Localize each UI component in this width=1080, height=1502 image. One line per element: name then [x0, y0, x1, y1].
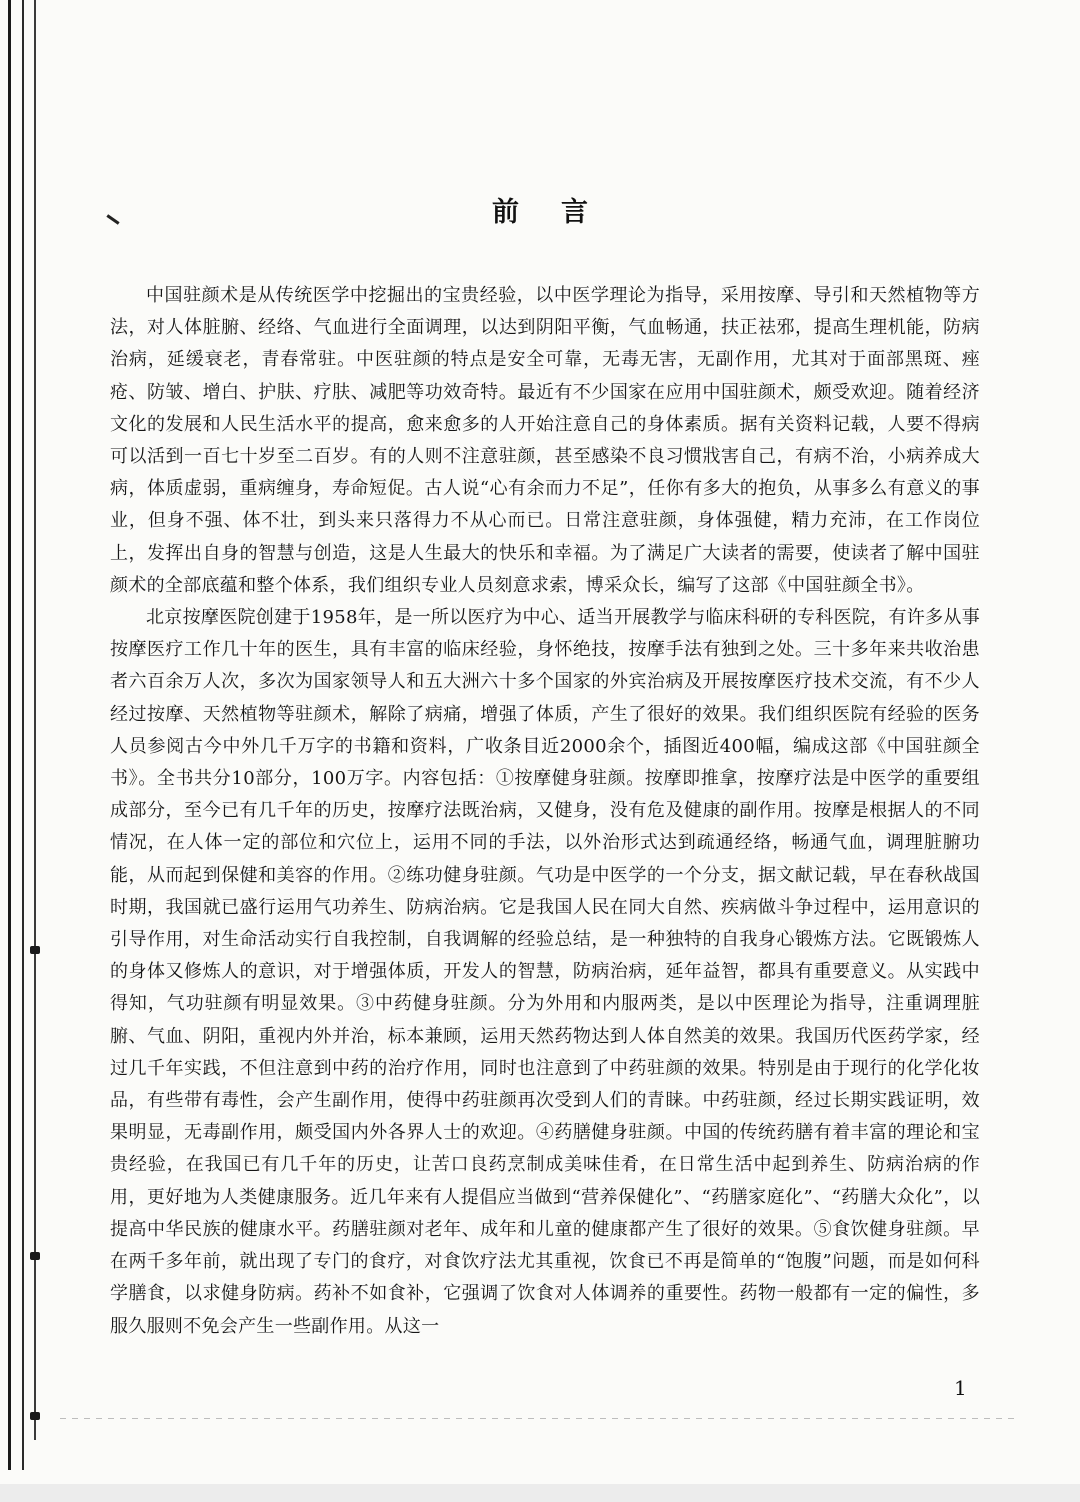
- binding-mark: [30, 946, 40, 954]
- binding-mark: [30, 1412, 40, 1420]
- paragraph-2: 北京按摩医院创建于1958年，是一所以医疗为中心、适当开展教学与临床科研的专科医院，有许多从事按摩医疗工作几十年的医生，具有丰富的临床经验，身怀绝技，按摩手法有独到之处。三十多年来共收治患者六百余万人次，多次为国家领导人和五大洲六十多个国家的外宾治病及开展按摩医疗技术交流，有不少人经过按摩、天然植物等驻颜术，解除了病痛，增强了体质，产生了很好的效果。我们组织医院有经验的医务人员参阅古今中外几千万字的书籍和资料，广收条目近2000余个，插图近400幅，编成这部《中国驻颜全书》。全书共分10部分，100万字。内容包括：①按摩健身驻颜。按摩即推拿，按摩疗法是中医学的重要组成部分，至今已有几千年的历史，按摩疗法既治病，又健身，没有危及健康的副作用。按摩是根据人的不同情况，在人体一定的部位和穴位上，运用不同的手法，以外治形式达到疏通经络，畅通气血，调理脏腑功能，从而起到保健和美容的作用。②练功健身驻颜。气功是中医学的一个分支，据文献记载，早在春秋战国时期，我国就已盛行运用气功养生、防病治病。它是我国人民在同大自然、疾病做斗争过程中，运用意识的引导作用，对生命活动实行自我控制，自我调解的经验总结，是一种独特的自我身心锻炼方法。它既锻炼人的身体又修炼人的意识，对于增强体质，开发人的智慧，防病治病，延年益智，都具有重要意义。从实践中得知，气功驻颜有明显效果。③中药健身驻颜。分为外用和内服两类，是以中医理论为指导，注重调理脏腑、气血、阴阳，重视内外并治，标本兼顾，运用天然药物达到人体自然美的效果。我国历代医药学家，经过几千年实践，不但注意到中药的治疗作用，同时也注意到了中药驻颜的效果。特别是由于现行的化学化妆品，有些带有毒性，会产生副作用，使得中药驻颜再次受到人们的青睐。中药驻颜，经过长期实践证明，效果明显，无毒副作用，颇受国内外各界人士的欢迎。④药膳健身驻颜。中国的传统药膳有着丰富的理论和宝贵经验，在我国已有几千年的历史，让苦口良药烹制成美味佳肴，在日常生活中起到养生、防病治病的作用，更好地为人类健康服务。近几年来有人提倡应当做到“营养保健化”、“药膳家庭化”、“药膳大众化”，以提高中华民族的健康水平。药膳驻颜对老年、成年和儿童的健康都产生了很好的效果。⑤食饮健身驻颜。早在两千多年前，就出现了专门的食疗，对食饮疗法尤其重视，饮食已不再是简单的“饱腹”问题，而是如何科学膳食，以求健身防病。药补不如食补，它强调了饮食对人体调养的重要性。药物一般都有一定的偏性，多服久服则不免会产生一些副作用。从这一: [110, 607, 980, 1337]
- binding-mark: [30, 1252, 40, 1260]
- bottom-rule: [60, 1418, 1020, 1419]
- body-text: [110, 280, 980, 1343]
- paragraph-1: 中国驻颜术是从传统医学中挖掘出的宝贵经验，以中医学理论为指导，采用按摩、导引和天然植物等方法，对人体脏腑、经络、气血进行全面调理，以达到阴阳平衡，气血畅通，扶正祛邪，提高生理机能，防病治病，延缓衰老，青春常驻。中医驻颜的特点是安全可靠，无毒无害，无副作用，尤其对于面部黑斑、痤疮、防皱、增白、护肤、疗肤、减肥等功效奇特。最近有不少国家在应用中国驻颜术，颇受欢迎。随着经济文化的发展和人民生活水平的提高，愈来愈多的人开始注意自己的身体素质。据有关资料记载，人要不得病可以活到一百七十岁至二百岁。有的人则不注意驻颜，甚至感染不良习惯戕害自己，有病不治，小病养成大病，体质虚弱，重病缠身，寿命短促。古人说“心有余而力不足”，任你有多大的抱负，从事多么有意义的事业，但身不强、体不壮，到头来只落得力不从心而已。日常注意驻颜，身体强健，精力充沛，在工作岗位上，发挥出自身的智慧与创造，这是人生最大的快乐和幸福。为了满足广大读者的需要，使读者了解中国驻颜术的全部底蕴和整个体系，我们组织专业人员刻意求索，博采众长，编写了这部《中国驻颜全书》。: [110, 285, 980, 596]
- page-number: 1: [954, 1376, 967, 1400]
- bottom-scan-edge: [0, 1484, 1080, 1502]
- page-title: 前言: [492, 197, 630, 228]
